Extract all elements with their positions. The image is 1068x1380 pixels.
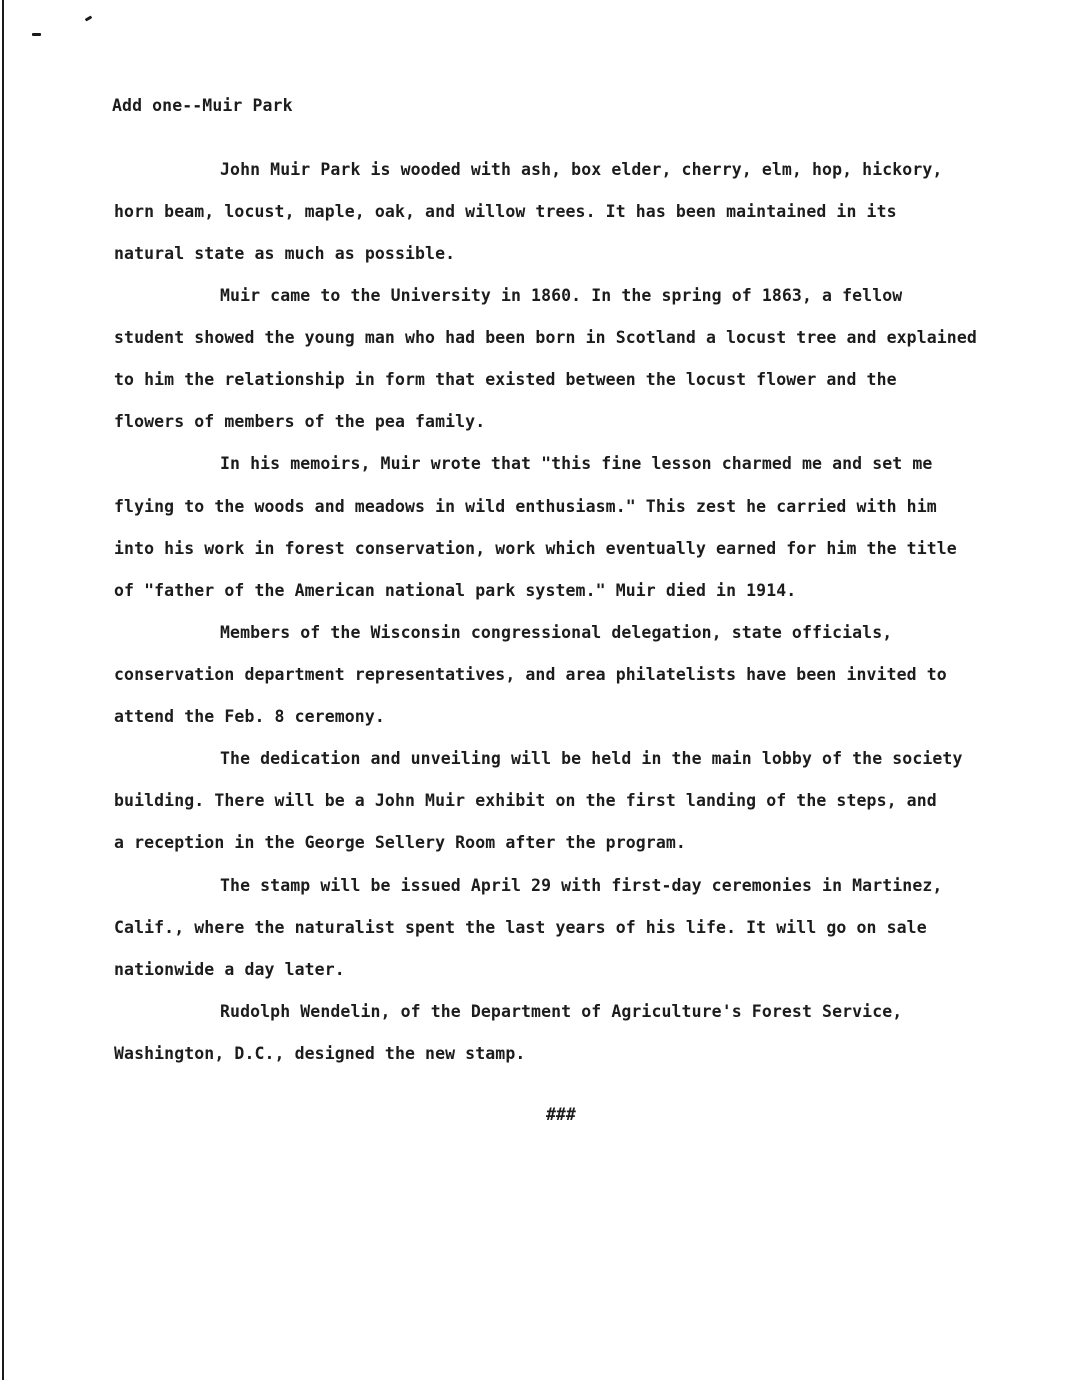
end-mark: ### [546, 1105, 576, 1124]
paragraph-1-line-2: horn beam, locust, maple, oak, and willow trees. It has been maintained in its [114, 202, 897, 221]
paragraph-1-line-1: John Muir Park is wooded with ash, box elder, cherry, elm, hop, hickory, [220, 160, 943, 179]
paragraph-4-line-2: conservation department representatives, and area philatelists have been invited to [114, 665, 947, 684]
paragraph-3-line-3: into his work in forest conservation, work which eventually earned for him the title [114, 539, 957, 558]
paragraph-2-line-2: student showed the young man who had been born in Scotland a locust tree and explained [114, 328, 977, 347]
paragraph-6-line-3: nationwide a day later. [114, 960, 345, 979]
paragraph-2-line-4: flowers of members of the pea family. [114, 412, 486, 431]
paragraph-2-line-3: to him the relationship in form that existed between the locust flower and the [114, 370, 897, 389]
paragraph-7-line-2: Washington, D.C., designed the new stamp. [114, 1044, 526, 1063]
paragraph-5-line-2: building. There will be a John Muir exhibit on the first landing of the steps, and [114, 791, 937, 810]
paragraph-5-line-1: The dedication and unveiling will be held in the main lobby of the society [220, 749, 963, 768]
scan-mark [85, 15, 93, 21]
paragraph-3-line-2: flying to the woods and meadows in wild enthusiasm." This zest he carried with him [114, 497, 937, 516]
scan-left-edge [2, 0, 4, 1380]
paragraph-6-line-1: The stamp will be issued April 29 with first-day ceremonies in Martinez, [220, 876, 943, 895]
paragraph-3-line-4: of "father of the American national park system." Muir died in 1914. [114, 581, 797, 600]
paragraph-2-line-1: Muir came to the University in 1860. In the spring of 1863, a fellow [220, 286, 903, 305]
paragraph-5-line-3: a reception in the George Sellery Room after the program. [114, 833, 686, 852]
paragraph-7-line-1: Rudolph Wendelin, of the Department of Agriculture's Forest Service, [220, 1002, 903, 1021]
scan-mark [32, 33, 41, 36]
paragraph-4-line-3: attend the Feb. 8 ceremony. [114, 707, 385, 726]
paragraph-1-line-3: natural state as much as possible. [114, 244, 456, 263]
page-header: Add one--Muir Park [112, 96, 293, 115]
paragraph-3-line-1: In his memoirs, Muir wrote that "this fine lesson charmed me and set me [220, 454, 933, 473]
paragraph-6-line-2: Calif., where the naturalist spent the last years of his life. It will go on sale [114, 918, 927, 937]
paragraph-4-line-1: Members of the Wisconsin congressional delegation, state officials, [220, 623, 893, 642]
